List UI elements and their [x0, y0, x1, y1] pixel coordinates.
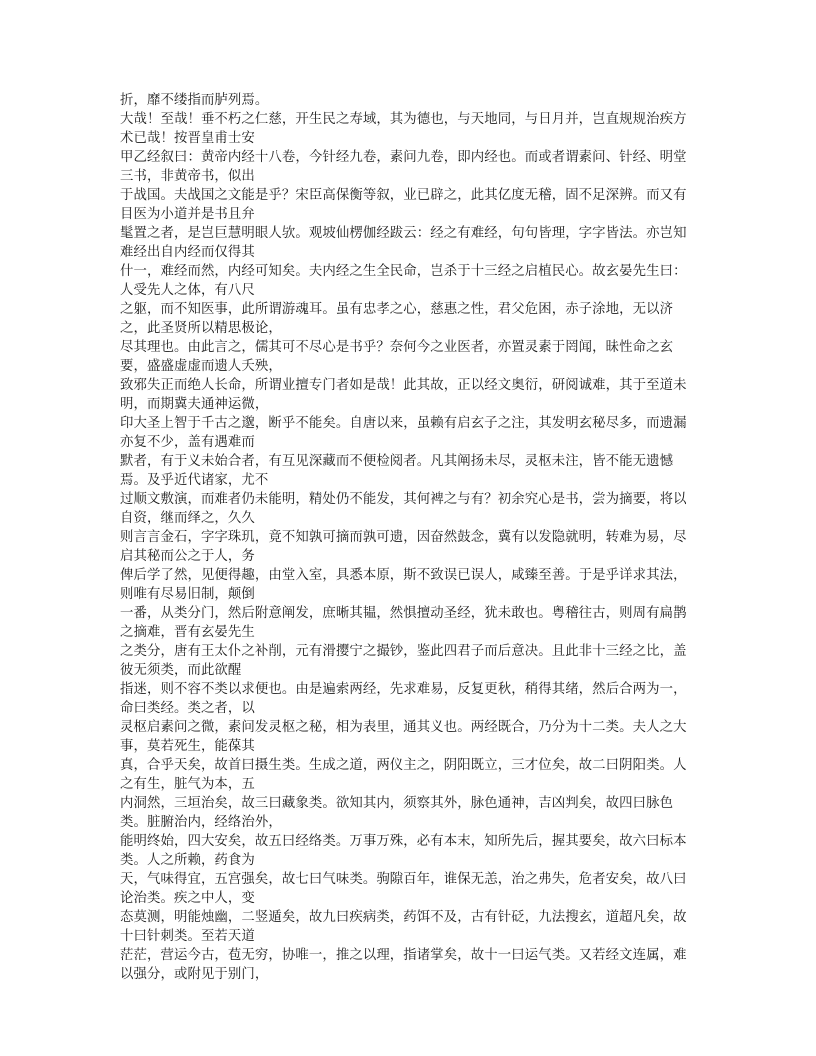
- text-line: 致邪失正而绝人长命，所谓业擅专门者如是哉！此其故，正以经文奥衍，研阅诚难，其于至道未明，而期冀夫通神运微，: [120, 378, 687, 412]
- text-line: 大哉！至哉！垂不朽之仁慈，开生民之寿域，其为德也，与天地同，与日月并，岂直规规治疾方术已哉！按晋皇甫士安: [120, 112, 687, 146]
- text-line: 灵枢启素问之微，素问发灵枢之秘，相为表里，通其义也。两经既合，乃分为十二类。夫人之大事，莫若死生，能葆其: [120, 720, 687, 754]
- text-line: 真，合乎天矣，故首曰摄生类。生成之道，两仪主之，阴阳既立，三才位矣，故二曰阴阳类。人之有生，脏气为本，五: [120, 758, 687, 792]
- text-line: 甲乙经叙曰：黄帝内经十八卷，今针经九卷，素问九卷，即内经也。而或者谓素问、针经、明堂三书，非黄帝书，似出: [120, 150, 687, 184]
- document-body: [120, 91, 696, 984]
- text-line: 印大圣上智于千古之邈，断乎不能矣。自唐以来，虽赖有启玄子之注，其发明玄秘尽多，而遗漏亦复不少，盖有遇难而: [120, 416, 687, 450]
- text-line: 天，气味得宜，五宫强矣，故七曰气味类。驹隙百年，谁保无恙，治之弗失，危者安矣，故八曰论治类。疾之中人，变: [120, 872, 687, 906]
- text-line: 什一，难经而然，内经可知矣。夫内经之生全民命，岂杀于十三经之启植民心。故玄晏先生曰：人受先人之体，有八尺: [120, 264, 687, 298]
- text-line: 一番，从类分门，然后附意阐发，庶晰其韫，然惧擅动圣经，犹未敢也。粤稽往古，则周有扁鹊之摘难，晋有玄晏先生: [120, 606, 687, 640]
- text-line: 则言言金石，字字珠玑，竟不知孰可摘而孰可遗，因奋然鼓念，冀有以发隐就明，转难为易，尽启其秘而公之于人，务: [120, 530, 687, 564]
- text-line: 于战国。夫战国之文能是乎？宋臣高保衡等叙，业已辟之，此其亿度无稽，固不足深辨。而又有目医为小道并是书且弁: [120, 188, 687, 222]
- text-line: 髦置之者，是岂巨慧明眼人欤。观坡仙楞伽经跋云：经之有难经，句句皆理，字字皆法。亦岂知难经出自内经而仅得其: [120, 226, 687, 260]
- text-line: 俾后学了然，见便得趣，由堂入室，具悉本原，斯不致误已误人，咸臻至善。于是乎详求其法，则唯有尽易旧制，颠倒: [120, 568, 687, 602]
- text-line: 默者，有于义未始合者，有互见深藏而不便检阅者。凡其阐扬未尽，灵枢未注，皆不能无遗憾焉。及乎近代诸家，尤不: [120, 454, 674, 488]
- text-line: 能明终始，四大安矣，故五曰经络类。万事万殊，必有本末，知所先后，握其要矣，故六曰标本类。人之所赖，药食为: [120, 834, 687, 868]
- text-line: 尽其理也。由此言之，儒其可不尽心是书乎？奈何今之业医者，亦置灵素于罔闻，昧性命之玄要，盛盛虚虚而遗人夭殃，: [120, 340, 674, 374]
- text-line: 过顺文敷演，而难者仍未能明，精处仍不能发，其何裨之与有？初余究心是书，尝为摘要，将以自资，继而绎之，久久: [120, 492, 687, 526]
- text-line: 内洞然，三垣治矣，故三曰藏象类。欲知其内，须察其外，脉色通神，吉凶判矣，故四曰脉色类。脏腑治内，经络治外，: [120, 796, 674, 830]
- text-line: 折，靡不缕指而胪列焉。: [120, 93, 269, 108]
- text-line: 态莫测，明能烛幽，二竖遁矣，故九曰疾病类，药饵不及，古有针砭，九法搜玄，道超凡矣，故十曰针刺类。至若天道: [120, 910, 687, 944]
- text-line: 指迷，则不容不类以求便也。由是遍索两经，先求难易，反复更秋，稍得其绪，然后合两为一，命曰类经。类之者，以: [120, 682, 687, 716]
- text-line: 之躯，而不知医事，此所谓游魂耳。虽有忠孝之心，慈惠之性，君父危困，赤子涂地，无以济之，此圣贤所以精思极论，: [120, 302, 674, 336]
- text-line: 茫茫，营运今古，苞无穷，协唯一，推之以理，指诸掌矣，故十一曰运气类。又若经文连属，难以强分，或附见于别门，: [120, 948, 687, 982]
- text-line: 之类分，唐有王太仆之补削，元有滑撄宁之撮钞，鉴此四君子而后意决。且此非十三经之比，盖彼无须类，而此欲醒: [120, 644, 687, 678]
